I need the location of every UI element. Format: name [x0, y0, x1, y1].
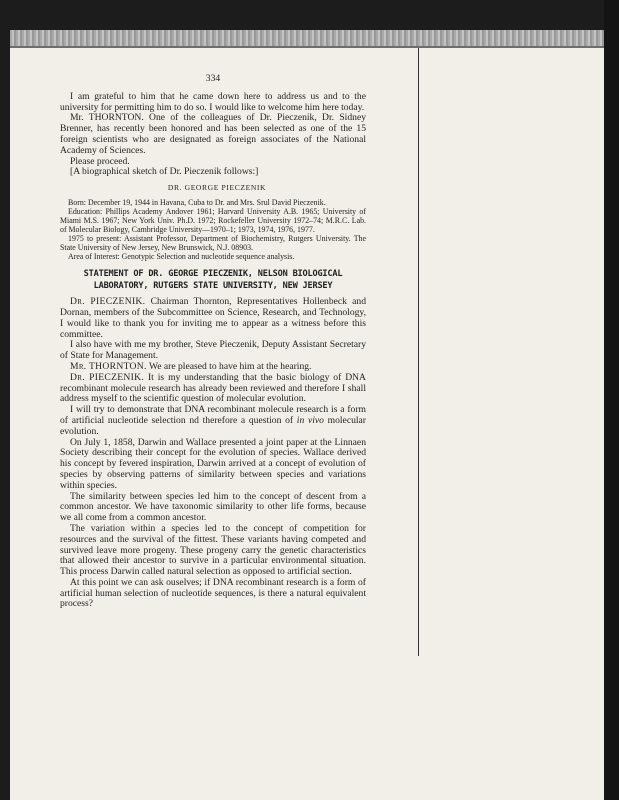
- italic-term: in vivo: [296, 414, 324, 426]
- statement-paragraph: Mr. THORNTON. We are pleased to have him at the hearing.: [70, 360, 312, 372]
- statement-paragraph: The similarity between species led him to the concept of descent from a common ancestor. We have taxonomic similarity to other life forms, because we all come from a common ancestor.: [60, 490, 366, 524]
- speaker: Dr. PIECZENIK.: [70, 371, 145, 383]
- paragraph: Mr. THORNTON. One of the colleagues of Dr. Pieczenik, Dr. Sidney Brenner, has recently been honored and has been selected as one of the 15 foreign scientists who are designated as foreign associates of the National Academy of Sciences.: [60, 112, 366, 156]
- margin-rule: [418, 48, 419, 656]
- statement-paragraph: I will try to demonstrate that DNA recombinant molecule research is a form of artificial nucleotide selection nd therefore a question of in vivo molecular evolution.: [60, 404, 366, 437]
- paragraph: I am grateful to him that he came down here to address us and to the university for permitting him to do so. I would like to welcome him here today.: [60, 90, 366, 113]
- bio-born: Born: December 19, 1944 in Havana, Cuba to Dr. and Mrs. Srul David Pieczenik.: [68, 198, 326, 208]
- speaker: Mr. THORNTON.: [70, 360, 147, 372]
- page-number: 334: [205, 73, 221, 84]
- paragraph: [A biographical sketch of Dr. Pieczenik follows:]: [70, 166, 259, 178]
- statement-paragraph: At this point we can ask ouselves; if DNA recombinant research is a form of artificial human selection of nucleotide sequences, is there a natural equivalent process?: [60, 576, 366, 610]
- bio-present: 1975 to present: Assistant Professor, Department of Biochemistry, Rutgers University. The State University of New Jersey, New Brunswick, N.J. 08903.: [60, 234, 366, 253]
- scan-top-band: [10, 30, 610, 48]
- bio-sketch: [60, 183, 366, 261]
- paragraph: Please proceed.: [70, 155, 130, 167]
- statement-paragraph: Dr. PIECZENIK. Chairman Thornton, Representatives Hollenbeck and Dornan, members of the Subcommittee on Science, Research, and Technology, I would like to thank you for inviting me to appear as a witness before this committee.: [60, 296, 366, 340]
- bio-education: Education: Phillips Academy Andover 1961; Harvard University A.B. 1965; University of Miami M.S. 1967; New York Univ. Ph.D. 1972; Rockefeller University 1972–74; M.R.C. Lab. of Molecular Biology, Cambridge University—1970–1; 1973, 1974, 1976, 1977.: [60, 207, 366, 235]
- statement-heading: STATEMENT OF DR. GEORGE PIECZENIK, NELSON BIOLOGICAL LABORATORY, RUTGERS STATE UNIVERSITY, NEW JERSEY: [83, 269, 343, 292]
- speaker: Dr. PIECZENIK.: [70, 296, 146, 308]
- bio-title: DR. GEORGE PIECZENIK: [167, 183, 267, 193]
- page-content: [60, 74, 366, 610]
- statement-paragraph: The variation within a species led to the concept of competition for resources and the survival of the fittest. These variants having competed and survived leave more progeny. These progeny carry the genetic characteristics that allowed their ancestor to survive in a particular environmental situation. This process Darwin called natural selection as opposed to artificial section.: [60, 522, 366, 578]
- statement-paragraph: Dr. PIECZENIK. It is my understanding that the basic biology of DNA recombinant molecule research has already been reviewed and therefore I shall address myself to the scientific question of molecular evolution.: [60, 371, 366, 405]
- scan-right-edge: [604, 0, 619, 800]
- statement-paragraph: I also have with me my brother, Steve Pieczenik, Deputy Assistant Secretary of State for Management.: [60, 339, 366, 362]
- statement-body: [60, 297, 366, 610]
- bio-interest: Area of Interest: Genotypic Selection and nucleotide sequence analysis.: [68, 252, 295, 262]
- statement-paragraph: On July 1, 1858, Darwin and Wallace presented a joint paper at the Linnaen Society describing their concept for the evolution of species. Wallace derived his concept by fevered inspiration, Darwin arrived at a concept of evolution of species by observing patterns of similarity between species and variations within species.: [60, 436, 366, 491]
